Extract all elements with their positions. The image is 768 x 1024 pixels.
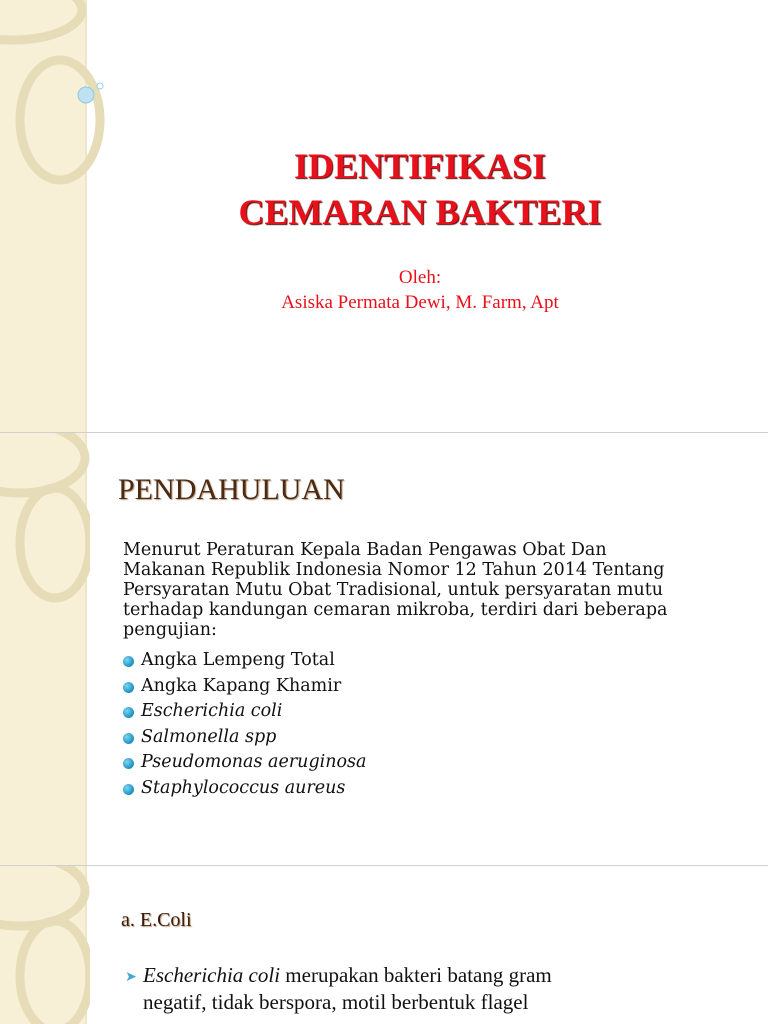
decorative-circles: [0, 0, 120, 432]
section-subheading: a. E.Coli: [121, 909, 192, 931]
bullet-icon: [123, 682, 134, 693]
ecoli-line-2: negatif, tidak berspora, motil berbentuk flagel: [143, 990, 529, 1014]
decorative-circles: [0, 866, 90, 1024]
list-item-label: Escherichia coli: [141, 701, 283, 722]
intro-line: Menurut Peraturan Kepala Badan Pengawas Obat Dan: [123, 540, 607, 560]
bubble-icon: [78, 87, 94, 103]
list-item-label: Pseudomonas aeruginosa: [141, 752, 367, 773]
bullet-icon: [123, 733, 134, 744]
author-block: [150, 265, 690, 315]
intro-line: Persyaratan Mutu Obat Tradisional, untuk persyaratan mutu: [123, 580, 664, 600]
test-list: [123, 648, 366, 802]
slide-pendahuluan: [0, 433, 768, 865]
list-item: [123, 725, 366, 751]
species-name: Escherichia coli: [143, 963, 281, 987]
intro-paragraph: [123, 540, 723, 640]
ecoli-line-1: [127, 962, 607, 989]
small-bubble-icon: [97, 83, 103, 89]
list-item-label: Staphylococcus aureus: [141, 777, 346, 798]
slide-title: [0, 0, 768, 432]
intro-line: pengujian:: [123, 620, 217, 640]
author-name: Asiska Permata Dewi, M. Farm, Apt: [281, 292, 559, 313]
slide-ecoli: [0, 866, 768, 1024]
ecoli-paragraph: [127, 962, 607, 1016]
list-item-label: Angka Lempeng Total: [141, 650, 335, 670]
intro-line: terhadap kandungan cemaran mikroba, terdiri dari beberapa: [123, 600, 668, 620]
presentation-title: [150, 143, 690, 235]
list-item-label: Angka Kapang Khamir: [141, 675, 342, 696]
list-item: [123, 674, 366, 700]
bullet-icon: [123, 656, 134, 667]
slide-heading: PENDAHULUAN: [118, 473, 345, 506]
title-line-2: CEMARAN BAKTERI: [238, 192, 602, 232]
list-item: [123, 750, 366, 776]
list-item: [123, 699, 366, 725]
list-item: [123, 648, 366, 674]
bullet-icon: [123, 707, 134, 718]
bullet-icon: [123, 758, 134, 769]
title-line-1: IDENTIFIKASI: [293, 146, 547, 186]
arrow-bullet-icon: ➤: [125, 970, 137, 985]
oleh-label: Oleh:: [398, 267, 442, 288]
list-item: [123, 776, 366, 802]
list-item-label: Salmonella spp: [141, 726, 277, 747]
ecoli-text-1: merupakan bakteri batang gram: [280, 963, 552, 987]
decorative-circles: [0, 433, 90, 865]
intro-line: Makanan Republik Indonesia Nomor 12 Tahun 2014 Tentang: [123, 560, 665, 580]
bullet-icon: [123, 784, 134, 795]
